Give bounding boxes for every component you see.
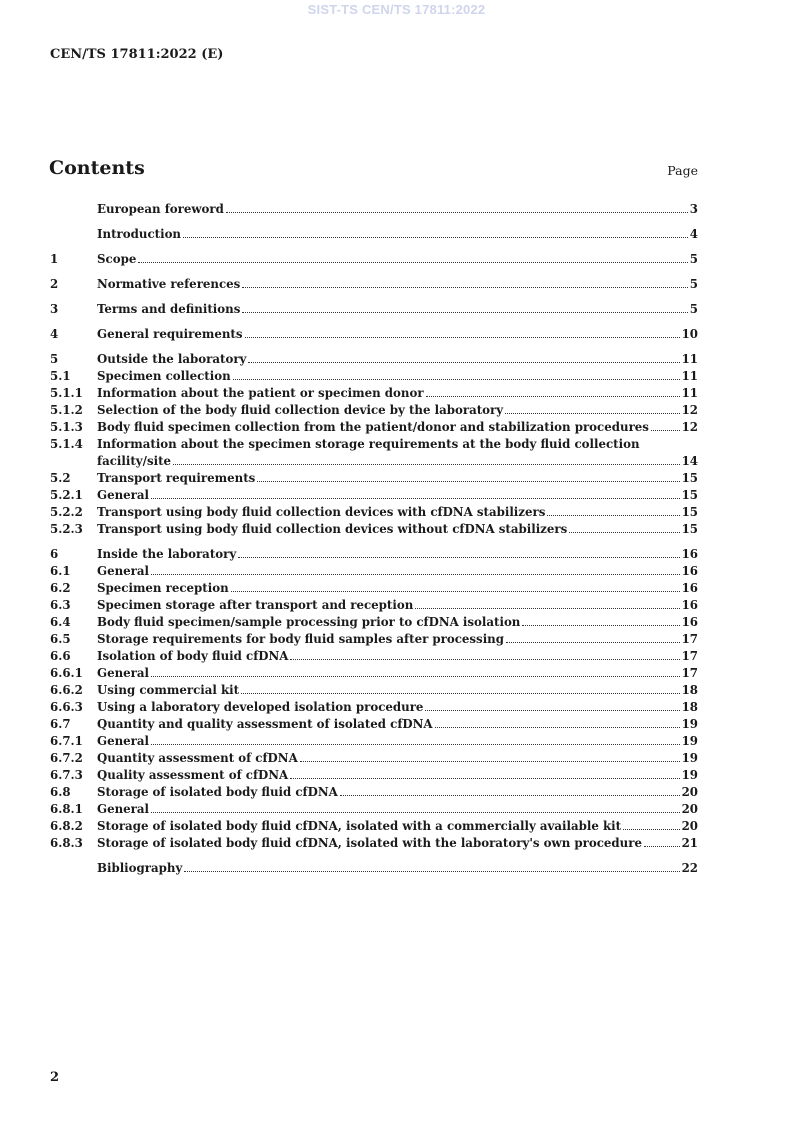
toc-entry-title: Information about the specimen storage requirements at the body fluid collection (97, 437, 640, 451)
toc-leader-dots (151, 812, 680, 813)
toc-leader-dots (151, 574, 680, 575)
toc-entry-number: 6.6 (50, 649, 71, 663)
toc-leader-dots (184, 871, 679, 872)
toc-leader-dots (522, 625, 679, 626)
document-id: CEN/TS 17811:2022 (E) (50, 47, 224, 62)
toc-entry-title: Scope (97, 252, 137, 266)
toc-entry-page: 20 (681, 802, 698, 816)
toc-entry-number: 5 (50, 352, 59, 366)
toc-leader-dots (425, 710, 679, 711)
toc-entry-page: 4 (689, 227, 698, 241)
toc-leader-dots (623, 829, 679, 830)
toc-leader-dots (173, 464, 680, 465)
toc-entry-number: 6.7 (50, 717, 71, 731)
toc-entry-number: 6.2 (50, 581, 71, 595)
toc-leader-dots (300, 761, 680, 762)
toc-entry-title: Using commercial kit (97, 683, 240, 697)
toc-entry-number: 5.1.2 (50, 403, 83, 417)
toc-leader-dots (547, 515, 679, 516)
toc-entry-number: 5.1.1 (50, 386, 83, 400)
toc-entry[interactable] (50, 750, 698, 767)
toc-entry-page: 16 (681, 564, 698, 578)
toc-entry-number: 6.7.3 (50, 768, 83, 782)
toc-entry-page: 16 (681, 615, 698, 629)
toc-leader-dots (151, 676, 680, 677)
toc-entry-page: 19 (681, 717, 698, 731)
toc-entry[interactable] (50, 251, 698, 268)
toc-entry-title: Storage of isolated body fluid cfDNA (97, 785, 338, 799)
toc-leader-dots (426, 396, 680, 397)
toc-entry-page: 17 (681, 632, 698, 646)
toc-entry-number: 6.8 (50, 785, 71, 799)
toc-leader-dots (415, 608, 679, 609)
toc-entry-title: General (97, 802, 150, 816)
toc-entry-page: 11 (681, 352, 698, 366)
toc-entry-page: 19 (681, 768, 698, 782)
toc-entry-number: 4 (50, 327, 59, 341)
toc-entry-page: 16 (681, 581, 698, 595)
toc-leader-dots (238, 557, 679, 558)
toc-entry[interactable] (50, 226, 698, 243)
toc-entry-continuation[interactable] (50, 453, 698, 470)
toc-leader-dots (651, 430, 680, 431)
toc-leader-dots (506, 642, 680, 643)
toc-entry[interactable] (50, 301, 698, 318)
page-column-label: Page (667, 163, 698, 178)
toc-entry-title: General (97, 564, 150, 578)
toc-entry-page: 20 (681, 819, 698, 833)
toc-leader-dots (245, 337, 680, 338)
toc-entry[interactable] (50, 733, 698, 750)
toc-entry-title: European foreword (97, 202, 224, 216)
toc-entry-number: 2 (50, 277, 59, 291)
toc-leader-dots (644, 846, 680, 847)
toc-entry-title: Specimen storage after transport and reception (97, 598, 414, 612)
toc-entry-page: 19 (681, 751, 698, 765)
toc-entry-title: Specimen reception (97, 581, 229, 595)
toc-entry-number: 5.2.1 (50, 488, 83, 502)
toc-entry[interactable] (50, 351, 698, 368)
toc-entry[interactable] (50, 487, 698, 504)
toc-entry-number: 6.7.2 (50, 751, 83, 765)
toc-entry-page: 12 (681, 420, 698, 434)
toc-entry-page: 14 (681, 454, 698, 468)
watermark: SIST-TS CEN/TS 17811:2022 (307, 2, 486, 17)
toc-entry-number: 6.6.2 (50, 683, 83, 697)
toc-entry-title: Using a laboratory developed isolation procedure (97, 700, 424, 714)
toc-entry[interactable] (50, 665, 698, 682)
toc-entry-page: 12 (681, 403, 698, 417)
toc-leader-dots (226, 212, 688, 213)
toc-entry[interactable] (50, 580, 698, 597)
toc-entry-number: 6.6.1 (50, 666, 83, 680)
page-number: 2 (50, 1070, 60, 1085)
toc-entry-number: 6.3 (50, 598, 71, 612)
toc-entry[interactable] (50, 546, 698, 563)
toc-entry-title: Quantity assessment of cfDNA (97, 751, 298, 765)
toc-entry-title: Terms and definitions (97, 302, 241, 316)
toc-entry[interactable] (50, 385, 698, 402)
toc-entry-page: 5 (689, 252, 698, 266)
toc-entry-page: 19 (681, 734, 698, 748)
toc-entry-number: 6.6.3 (50, 700, 83, 714)
toc-entry[interactable] (50, 402, 698, 419)
toc-entry-page: 18 (681, 683, 698, 697)
table-of-contents (50, 201, 698, 877)
toc-entry[interactable] (50, 276, 698, 293)
toc-entry[interactable] (50, 326, 698, 343)
toc-entry-title-continued: facility/site (97, 454, 172, 468)
toc-entry[interactable] (50, 470, 698, 487)
toc-leader-dots (505, 413, 679, 414)
toc-entry[interactable] (50, 835, 698, 852)
toc-entry-number: 6 (50, 547, 59, 561)
toc-entry-title: Quality assessment of cfDNA (97, 768, 289, 782)
toc-entry[interactable] (50, 597, 698, 614)
toc-entry-page: 11 (681, 369, 698, 383)
toc-entry-title: Transport using body fluid collection devices without cfDNA stabilizers (97, 522, 568, 536)
toc-entry-page: 16 (681, 598, 698, 612)
toc-entry-page: 11 (681, 386, 698, 400)
toc-leader-dots (231, 591, 680, 592)
toc-entry[interactable] (50, 614, 698, 631)
toc-entry-title: Bibliography (97, 861, 183, 875)
toc-entry-title: Body fluid specimen/sample processing prior to cfDNA isolation (97, 615, 521, 629)
toc-entry[interactable] (50, 860, 698, 877)
toc-entry-title: Specimen collection (97, 369, 231, 383)
toc-entry-number: 5.1.4 (50, 437, 83, 451)
toc-entry[interactable] (50, 784, 698, 801)
toc-entry-page: 15 (681, 488, 698, 502)
toc-entry-number: 6.8.3 (50, 836, 83, 850)
toc-entry-number: 6.5 (50, 632, 71, 646)
toc-leader-dots (242, 312, 687, 313)
toc-entry-page: 18 (681, 700, 698, 714)
toc-leader-dots (257, 481, 679, 482)
toc-leader-dots (138, 262, 687, 263)
toc-entry-page: 15 (681, 471, 698, 485)
toc-entry[interactable] (50, 648, 698, 665)
toc-entry[interactable] (50, 436, 698, 453)
toc-entry-page: 22 (681, 861, 698, 875)
toc-entry-page: 17 (681, 649, 698, 663)
toc-leader-dots (435, 727, 680, 728)
toc-entry-page: 16 (681, 547, 698, 561)
toc-entry-title: General requirements (97, 327, 243, 341)
toc-leader-dots (290, 659, 679, 660)
toc-entry[interactable] (50, 419, 698, 436)
toc-leader-dots (242, 287, 687, 288)
toc-entry-number: 6.4 (50, 615, 71, 629)
toc-entry[interactable] (50, 521, 698, 538)
toc-entry-number: 1 (50, 252, 59, 266)
toc-entry-number: 3 (50, 302, 59, 316)
toc-entry-number: 5.2 (50, 471, 71, 485)
toc-entry-number: 6.8.1 (50, 802, 83, 816)
toc-entry-title: Selection of the body fluid collection device by the laboratory (97, 403, 504, 417)
toc-entry-title: Isolation of body fluid cfDNA (97, 649, 289, 663)
toc-entry-page: 15 (681, 522, 698, 536)
toc-entry-page: 5 (689, 277, 698, 291)
toc-entry-number: 5.2.2 (50, 505, 83, 519)
toc-entry-page: 20 (681, 785, 698, 799)
toc-entry-number: 6.7.1 (50, 734, 83, 748)
toc-leader-dots (151, 744, 680, 745)
toc-entry-title: Transport using body fluid collection devices with cfDNA stabilizers (97, 505, 546, 519)
toc-entry-number: 5.1.3 (50, 420, 83, 434)
toc-entry-title: Storage of isolated body fluid cfDNA, isolated with the laboratory's own procedure (97, 836, 642, 850)
toc-entry-title: Storage of isolated body fluid cfDNA, isolated with a commercially available kit (97, 819, 622, 833)
toc-leader-dots (241, 693, 679, 694)
toc-leader-dots (569, 532, 679, 533)
toc-leader-dots (290, 778, 679, 779)
toc-entry[interactable] (50, 699, 698, 716)
toc-entry[interactable] (50, 563, 698, 580)
toc-leader-dots (340, 795, 680, 796)
toc-entry-title: General (97, 734, 150, 748)
toc-leader-dots (183, 237, 688, 238)
toc-entry-title: Transport requirements (97, 471, 256, 485)
toc-entry-page: 17 (681, 666, 698, 680)
toc-leader-dots (151, 498, 680, 499)
toc-entry[interactable] (50, 201, 698, 218)
toc-entry[interactable] (50, 682, 698, 699)
toc-entry-number: 6.1 (50, 564, 71, 578)
toc-entry[interactable] (50, 504, 698, 521)
toc-entry-number: 5.1 (50, 369, 71, 383)
toc-entry-title: Introduction (97, 227, 182, 241)
toc-entry-number: 6.8.2 (50, 819, 83, 833)
toc-entry[interactable] (50, 716, 698, 733)
toc-leader-dots (248, 362, 679, 363)
toc-entry-page: 21 (681, 836, 698, 850)
toc-entry-title: Inside the laboratory (97, 547, 237, 561)
toc-entry[interactable] (50, 631, 698, 648)
toc-entry-page: 3 (689, 202, 698, 216)
toc-entry-page: 5 (689, 302, 698, 316)
toc-entry-number: 5.2.3 (50, 522, 83, 536)
toc-entry-title: Information about the patient or specimen donor (97, 386, 424, 400)
toc-entry-page: 15 (681, 505, 698, 519)
toc-entry-title: Normative references (97, 277, 241, 291)
toc-entry-title: Storage requirements for body fluid samples after processing (97, 632, 505, 646)
toc-entry[interactable] (50, 368, 698, 385)
toc-entry[interactable] (50, 818, 698, 835)
toc-leader-dots (233, 379, 680, 380)
toc-entry-title: Body fluid specimen collection from the patient/donor and stabilization procedures (97, 420, 649, 434)
toc-entry-page: 10 (681, 327, 698, 341)
toc-entry-title: Quantity and quality assessment of isolated cfDNA (97, 717, 433, 731)
toc-entry[interactable] (50, 801, 698, 818)
toc-entry-title: General (97, 666, 150, 680)
toc-entry-title: Outside the laboratory (97, 352, 247, 366)
toc-entry-title: General (97, 488, 150, 502)
contents-title: Contents (49, 157, 145, 179)
toc-entry[interactable] (50, 767, 698, 784)
